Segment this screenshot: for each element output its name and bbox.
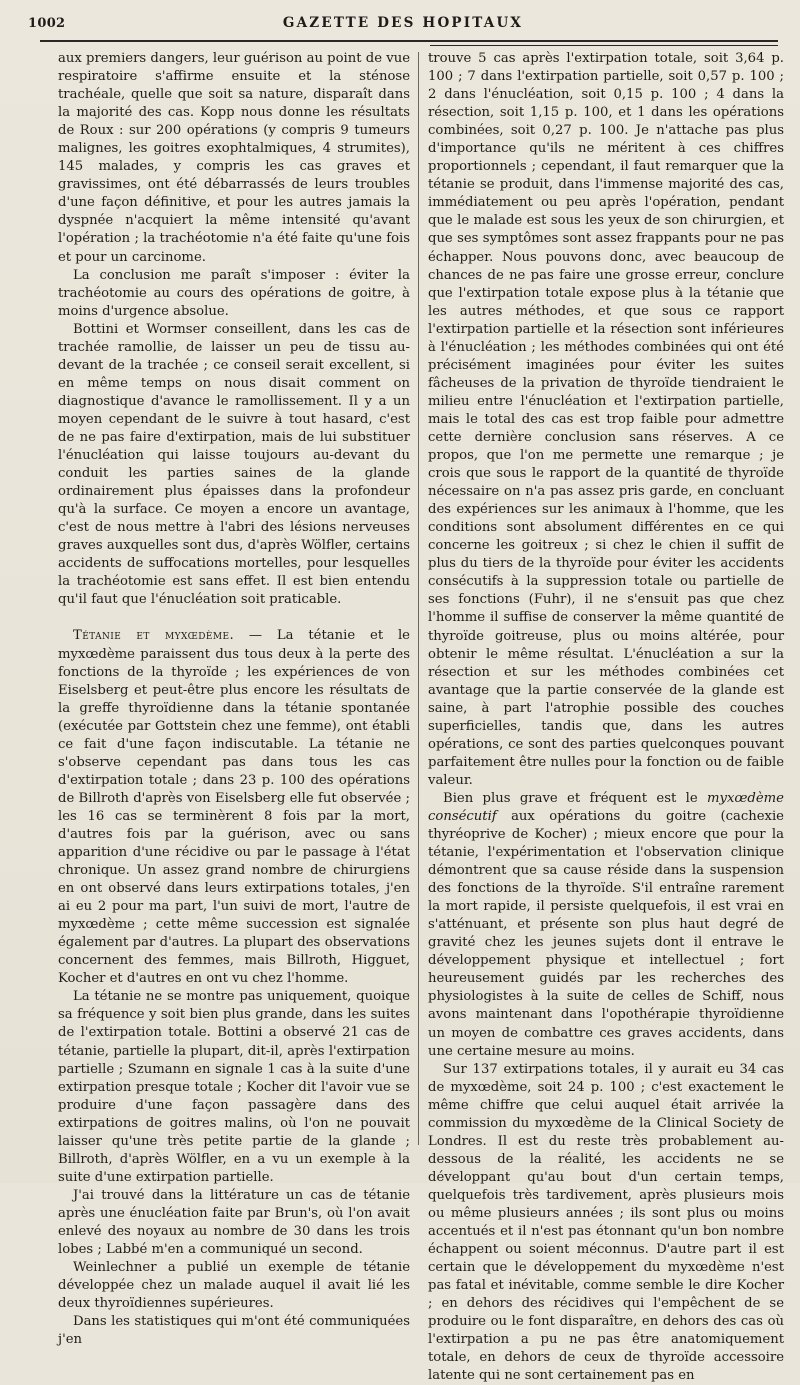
page-number: 1002	[28, 16, 66, 31]
page-header	[28, 14, 778, 36]
paragraph: Sur 137 extirpations totales, il y aurait eu 34 cas de myxœdème, soit 24 p. 100 ; c'est exactement le même chiffre que celui auquel était arrivée la commission du myxœdème de la Clinical Society de Londres. Il est du reste très probablement au-dessous de la réalité, les accidents ne se développant qu'au bout d'un certain temps, quelquefois très tardivement, après plusieurs mois ou même plusieurs années ; ils sont plus ou moins accentués et il n'est pas étonnant qu'un bon nombre échappent ou soient méconnus. D'autre part il est certain que le développement du myxœdème n'est pas fatal et inévitable, comme semble le dire Kocher ; en dehors des récidives qui l'empêchent de se produire ou le font disparaître, en dehors des cas où l'extirpation a pu ne pas être anatomiquement totale, en dehors de ceux de thyroïde accessoire latente qui ne sont certainement pas en	[428, 1061, 784, 1384]
paragraph-text: aux opérations du goitre (cachexie thyréoprive de Kocher) ; mieux encore que pour la tétanie, l'expérimentation et l'observation clinique démontrent que sa cause réside dans la suspension des fonctions de la thyroïde. S'il entraîne rarement la mort rapide, il persiste quelquefois, il est vrai en s'atténuant, et présente son plus haut degré de gravité chez les jeunes sujets dont il entrave le développement physique et intellectuel ; fort heureusement guidés par les recherches des physiologistes à la suite de celles de Schiff, nous avons maintenant dans l'opothérapie thyroïdienne un moyen de combattre ces graves accidents, dans une certaine mesure au moins.	[428, 808, 784, 1059]
header-rule-thin	[430, 45, 778, 46]
paragraph: Dans les statistiques qui m'ont été communiquées j'en	[58, 1314, 410, 1348]
paragraph-text: Bien plus grave et fréquent est le	[443, 790, 707, 806]
paragraph: trouve 5 cas après l'extirpation totale, soit 3,64 p. 100 ; 7 dans l'extirpation partielle, soit 0,57 p. 100 ; 2 dans l'énucléation, soit 0,15 p. 100 ; 4 dans la résection, soit 1,15 p. 100, et 1 dans les opérations combinées, soit 0,27 p. 100. Je n'attache pas plus d'importance qu'ils ne méritent à ces chiffres proportionnels ; cependant, il faut remarquer que la tétanie se produit, dans l'immense majorité des cas, immédiatement ou peu après l'opération, pendant que le malade est sous les yeux de son chirurgien, et que ses symptômes sont assez frappants pour ne pas échapper. Nous pouvons donc, avec beaucoup de chances de ne pas faire une grosse erreur, conclure que l'extirpation totale expose plus à la tétanie que les autres méthodes, et que sous ce rapport l'extirpation partielle et la résection sont inférieures à l'énucléation ; les méthodes combinées qui ont été précisément imaginées pour éviter les suites fâcheuses de la privation de thyroïde tiendraient le milieu entre l'énucléation et l'extirpation partielle, mais le total des cas est trop faible pour admettre cette dernière conclusion sans réserves. A ce propos, que l'on me permette une remarque ; je crois que sous le rapport de la quantité de thyroïde nécessaire on n'a pas assez pris garde, en concluant des expériences sur les animaux à l'homme, que les conditions sont absolument différentes en ce qui concerne les goitreux ; si chez le chien il suffit de plus du tiers de la thyroïde pour éviter les accidents consécutifs à la suppression totale ou partielle de ses fonctions (Fuhr), il ne s'ensuit pas que chez l'homme il suffise de conserver la même quantité de thyroïde goitreuse, plus ou moins altérée, pour obtenir le même résultat. L'énucléation a sur la résection et sur les méthodes combinées cet avantage que la partie conservée de la glande est saine, à part l'atrophie possible des couches superficielles, tandis que, dans les autres opérations, ce sont des parties quelconques pouvant parfaitement être nulles pour la fonction ou de faible valeur.	[428, 51, 784, 788]
section-paragraph	[58, 627, 410, 988]
journal-title: GAZETTE DES HOPITAUX	[282, 15, 524, 31]
section-text: — La tétanie et le myxœdème paraissent dus tous deux à la perte des fonctions de la thyroïde ; les expériences de von Eiselsberg et peut-être plus encore les résultats de la greffe thyroïdienne dans la tétanie spontanée (exécutée par Gottstein chez une femme), ont établi ce fait d'une façon indiscutable. La tétanie ne s'observe cependant pas dans tous les cas d'extirpation totale ; dans 23 p. 100 des opérations de Billroth d'après von Eiselsberg elle fut observée ; les 16 cas se terminèrent 8 fois par la mort, d'autres fois par la guérison, avec ou sans apparition d'une récidive ou par le passage à l'état chronique. Un assez grand nombre de chirurgiens en ont observé dans leurs extirpations totales, j'en ai eu 2 pour ma part, l'un suivi de mort, l'autre de myxœdème ; cette même succession est signalée également par d'autres. La plupart des observations concernent des femmes, mais Billroth, Higguet, Kocher et d'autres en ont vu chez l'homme.	[58, 628, 410, 987]
paragraph: Bottini et Wormser conseillent, dans les cas de trachée ramollie, de laisser un peu de tissu au-devant de la trachée ; ce conseil serait excellent, si en même temps on nous disait comment on diagnostique d'avance le ramollissement. Il y a un moyen cependant de le suivre à tout hasard, c'est de ne pas faire d'extirpation, mais de lui substituer l'énucléation qui laisse toujours au-devant du conduit les parties saines de la glande ordinairement plus épaisses dans la profondeur qu'à la surface. Ce moyen a encore un avantage, c'est de nous mettre à l'abri des lésions nerveuses graves auxquelles sont dus, d'après Wölfler, certains accidents de suffocations mortelles, pour lesquelles la trachéotomie est sans effet. Il est bien entendu qu'il faut que l'énucléation soit praticable.	[58, 321, 410, 608]
section-heading: Tétanie et myxœdème.	[73, 628, 235, 644]
paragraph	[428, 790, 784, 1061]
paragraph: Weinlechner a publié un exemple de tétanie développée chez un malade auquel il avait lié les deux thyroïdiennes supérieures.	[58, 1260, 410, 1312]
column-separator	[418, 52, 419, 1145]
paragraph: aux premiers dangers, leur guérison au point de vue respiratoire s'affirme ensuite et la sténose trachéale, quelle que soit sa nature, disparaît dans la majorité des cas. Kopp nous donne les résultats de Roux : sur 200 opérations (y compris 9 tumeurs malignes, les goitres exophtalmiques, 4 strumites), 145 malades, y compris les cas graves et gravissimes, ont été débarrassés de leurs troubles d'une façon définitive, et pour les autres jamais la dyspnée n'acquiert la même intensité qu'avant l'opération ; la trachéotomie n'a été faite qu'une fois et pour un carcinome.	[58, 51, 410, 265]
header-rule	[40, 40, 778, 42]
paragraph: La conclusion me paraît s'imposer : éviter la trachéotomie au cours des opérations de goitre, à moins d'urgence absolue.	[58, 267, 410, 319]
paragraph: La tétanie ne se montre pas uniquement, quoique sa fréquence y soit bien plus grande, dans les suites de l'extirpation totale. Bottini a observé 21 cas de tétanie, partielle la plupart, dit-il, après l'extirpation partielle ; Szumann en signale 1 cas à la suite d'une extirpation presque totale ; Kocher dit l'avoir vue se produire d'une façon passagère dans des extirpations de goitres malins, où l'on ne pouvait laisser qu'une très petite partie de la glande ; Billroth, d'après Wölfler, en a vu un exemple à la suite d'une extirpation partielle.	[58, 989, 410, 1185]
paragraph: J'ai trouvé dans la littérature un cas de tétanie après une énucléation faite par Brun's, où l'on avait enlevé des noyaux au nombre de 30 dans les trois lobes ; Labbé m'en a communiqué un second.	[58, 1187, 410, 1258]
left-column	[58, 50, 410, 1349]
emphasis-text: myxœdème consécutif	[428, 790, 784, 824]
right-column	[428, 50, 784, 1385]
